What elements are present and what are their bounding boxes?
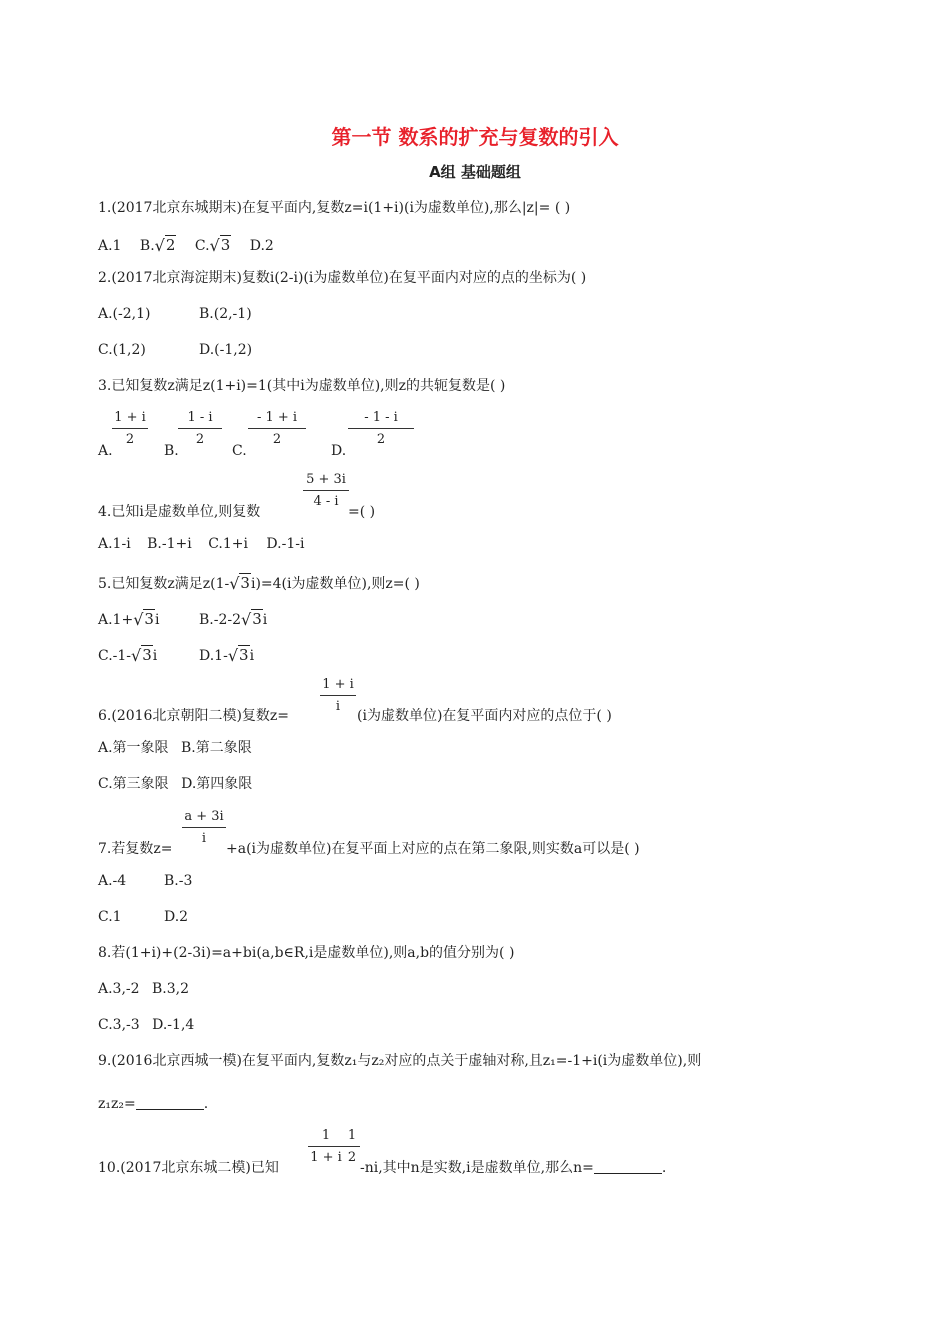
question-6-stem-end: (i为虚数单位)在复平面内对应的点位于( ) bbox=[357, 708, 612, 724]
sqrt-symbol: √3 bbox=[133, 610, 154, 629]
q4-option-a: A.1-i bbox=[98, 536, 131, 552]
sqrt-symbol: √3 bbox=[209, 236, 231, 255]
fraction-numerator: 1 + i bbox=[320, 677, 356, 696]
q2-option-c: C.(1,2) bbox=[98, 342, 146, 358]
q7-option-a: A.-4 bbox=[98, 873, 127, 889]
q8-option-b: B.3,2 bbox=[152, 981, 190, 997]
q1-option-d: D.2 bbox=[249, 238, 274, 254]
question-4-stem-end: =( ) bbox=[348, 504, 376, 520]
q3-option-a-fraction bbox=[112, 410, 148, 448]
q5-a-prefix: A.1+ bbox=[98, 612, 134, 628]
question-7-stem-end: +a(i为虚数单位)在复平面上对应的点在第二象限,则实数a可以是( ) bbox=[226, 841, 640, 857]
q10-stem-text: -ni,其中n是实数,i是虚数单位,那么n= bbox=[360, 1160, 594, 1176]
question-8-stem: 8.若(1+i)+(2-3i)=a+bi(a,b∈R,i是虚数单位),则a,b的值分别为( ) bbox=[98, 945, 515, 961]
fraction-denominator: i bbox=[335, 699, 341, 714]
q5-option-c bbox=[98, 646, 157, 665]
q8-options-row1 bbox=[98, 980, 189, 998]
q7-fraction bbox=[182, 809, 226, 847]
fraction-numerator: 1 + i bbox=[112, 410, 148, 429]
q7-option-c: C.1 bbox=[98, 909, 122, 925]
q10-fraction-1 bbox=[308, 1128, 344, 1166]
q1-b-radicand: 2 bbox=[165, 236, 176, 254]
fraction-denominator: 2 bbox=[125, 432, 135, 447]
sqrt-symbol: √3 bbox=[229, 574, 250, 593]
q6-option-d: D.第四象限 bbox=[181, 776, 253, 792]
fraction-denominator: 4 - i bbox=[313, 494, 339, 509]
q4-option-c: C.1+i bbox=[208, 536, 248, 552]
fraction-denominator: 2 bbox=[272, 432, 282, 447]
q5-option-a bbox=[98, 610, 159, 629]
q5-radicand: 3 bbox=[252, 610, 262, 628]
q2-option-a: A.(-2,1) bbox=[98, 306, 151, 322]
fraction-numerator: 1 - i bbox=[178, 410, 222, 429]
fraction-numerator: a + 3i bbox=[182, 809, 226, 828]
question-10-stem-start: 10.(2017北京东城二模)已知 bbox=[98, 1160, 279, 1176]
q5-radicand: 3 bbox=[144, 610, 154, 628]
fraction-numerator: - 1 + i bbox=[248, 410, 306, 429]
question-7-stem-start: 7.若复数z= bbox=[98, 841, 173, 857]
q6-fraction bbox=[320, 677, 356, 715]
section-subtitle: A组 基础题组 bbox=[429, 163, 521, 181]
fraction-numerator: - 1 - i bbox=[348, 410, 414, 429]
question-2-stem: 2.(2017北京海淀期末)复数i(2-i)(i为虚数单位)在复平面内对应的点的坐标为( ) bbox=[98, 270, 587, 286]
fraction-denominator: 2 bbox=[195, 432, 205, 447]
q8-options-row2 bbox=[98, 1016, 194, 1034]
q5-stem-end: i)=4(i为虚数单位),则z=( ) bbox=[250, 576, 420, 592]
q5-radicand: 3 bbox=[240, 574, 250, 592]
question-4-stem-start: 4.已知i是虚数单位,则复数 bbox=[98, 504, 261, 520]
answer-blank[interactable] bbox=[594, 1161, 662, 1174]
q5-b-suffix: i bbox=[262, 612, 268, 628]
question-9-answer-line bbox=[98, 1095, 208, 1113]
q9-period: . bbox=[203, 1096, 209, 1112]
fraction-denominator: 2 bbox=[347, 1150, 357, 1165]
q10-fraction-2 bbox=[344, 1128, 360, 1166]
question-4-options bbox=[98, 535, 304, 553]
q5-stem-start: 5.已知复数z满足z(1- bbox=[98, 576, 230, 592]
sqrt-symbol: √3 bbox=[241, 610, 262, 629]
q9-expression: z₁z₂= bbox=[98, 1096, 136, 1112]
q1-option-b bbox=[140, 238, 177, 254]
q2-option-b: B.(2,-1) bbox=[199, 306, 252, 322]
answer-blank[interactable] bbox=[136, 1097, 204, 1110]
sqrt-symbol: √3 bbox=[227, 646, 249, 665]
q6-option-c: C.第三象限 bbox=[98, 776, 169, 792]
q1-option-c-label: C. bbox=[194, 238, 210, 254]
q5-a-suffix: i bbox=[154, 612, 160, 628]
q3-option-b-fraction bbox=[178, 410, 222, 448]
q3-option-b-label: B. bbox=[164, 443, 179, 459]
q3-option-a-label: A. bbox=[98, 443, 113, 459]
fraction-denominator: 2 bbox=[376, 432, 386, 447]
q3-option-d-fraction bbox=[348, 410, 414, 448]
q4-option-d: D.-1-i bbox=[266, 536, 305, 552]
question-5-stem bbox=[98, 574, 420, 593]
q7-option-b: B.-3 bbox=[164, 873, 193, 889]
q4-option-b: B.-1+i bbox=[147, 536, 192, 552]
q6-option-a: A.第一象限 bbox=[98, 740, 169, 756]
question-10-stem-end bbox=[360, 1159, 666, 1177]
q8-option-d: D.-1,4 bbox=[152, 1017, 195, 1033]
fraction-numerator: 1 bbox=[308, 1128, 344, 1147]
q1-option-c bbox=[195, 238, 231, 254]
q6-options-row1 bbox=[98, 739, 252, 757]
q5-b-prefix: B.-2-2 bbox=[199, 612, 242, 628]
question-6-stem-start: 6.(2016北京朝阳二模)复数z= bbox=[98, 708, 290, 724]
q3-option-c-fraction bbox=[248, 410, 306, 448]
q3-option-d-label: D. bbox=[331, 443, 347, 459]
q1-option-b-label: B. bbox=[139, 238, 155, 254]
q1-option-a: A.1 bbox=[98, 238, 122, 254]
page-title: 第一节 数系的扩充与复数的引入 bbox=[331, 125, 619, 149]
q6-option-b: B.第二象限 bbox=[181, 740, 252, 756]
question-9-stem: 9.(2016北京西城一模)在复平面内,复数z₁与z₂对应的点关于虚轴对称,且z₁=-1+i(i为虚数单位),则 bbox=[98, 1053, 702, 1069]
q6-options-row2 bbox=[98, 775, 252, 793]
q4-fraction bbox=[303, 472, 349, 510]
fraction-numerator: 1 bbox=[344, 1128, 360, 1147]
q10-period: . bbox=[661, 1160, 667, 1176]
fraction-denominator: i bbox=[201, 831, 207, 846]
q5-radicand: 3 bbox=[239, 646, 249, 664]
sqrt-symbol: √2 bbox=[154, 236, 176, 255]
q5-option-d bbox=[199, 646, 254, 665]
q3-option-c-label: C. bbox=[232, 443, 247, 459]
q2-option-d: D.(-1,2) bbox=[199, 342, 253, 358]
q5-c-prefix: C.-1- bbox=[98, 648, 132, 664]
q7-option-d: D.2 bbox=[164, 909, 189, 925]
q5-d-suffix: i bbox=[249, 648, 255, 664]
q8-option-a: A.3,-2 bbox=[98, 981, 140, 997]
question-1-stem: 1.(2017北京东城期末)在复平面内,复数z=i(1+i)(i为虚数单位),那么|z|= ( ) bbox=[98, 200, 571, 216]
sqrt-symbol: √3 bbox=[131, 646, 152, 665]
q1-c-radicand: 3 bbox=[220, 236, 231, 254]
q5-c-suffix: i bbox=[152, 648, 158, 664]
fraction-denominator: 1 + i bbox=[310, 1150, 342, 1165]
q5-d-prefix: D.1- bbox=[199, 648, 228, 664]
fraction-numerator: 5 + 3i bbox=[303, 472, 349, 491]
question-1-options bbox=[98, 236, 274, 255]
q5-radicand: 3 bbox=[142, 646, 152, 664]
question-3-stem: 3.已知复数z满足z(1+i)=1(其中i为虚数单位),则z的共轭复数是( ) bbox=[98, 378, 506, 394]
q8-option-c: C.3,-3 bbox=[98, 1017, 140, 1033]
q5-option-b bbox=[199, 610, 267, 629]
